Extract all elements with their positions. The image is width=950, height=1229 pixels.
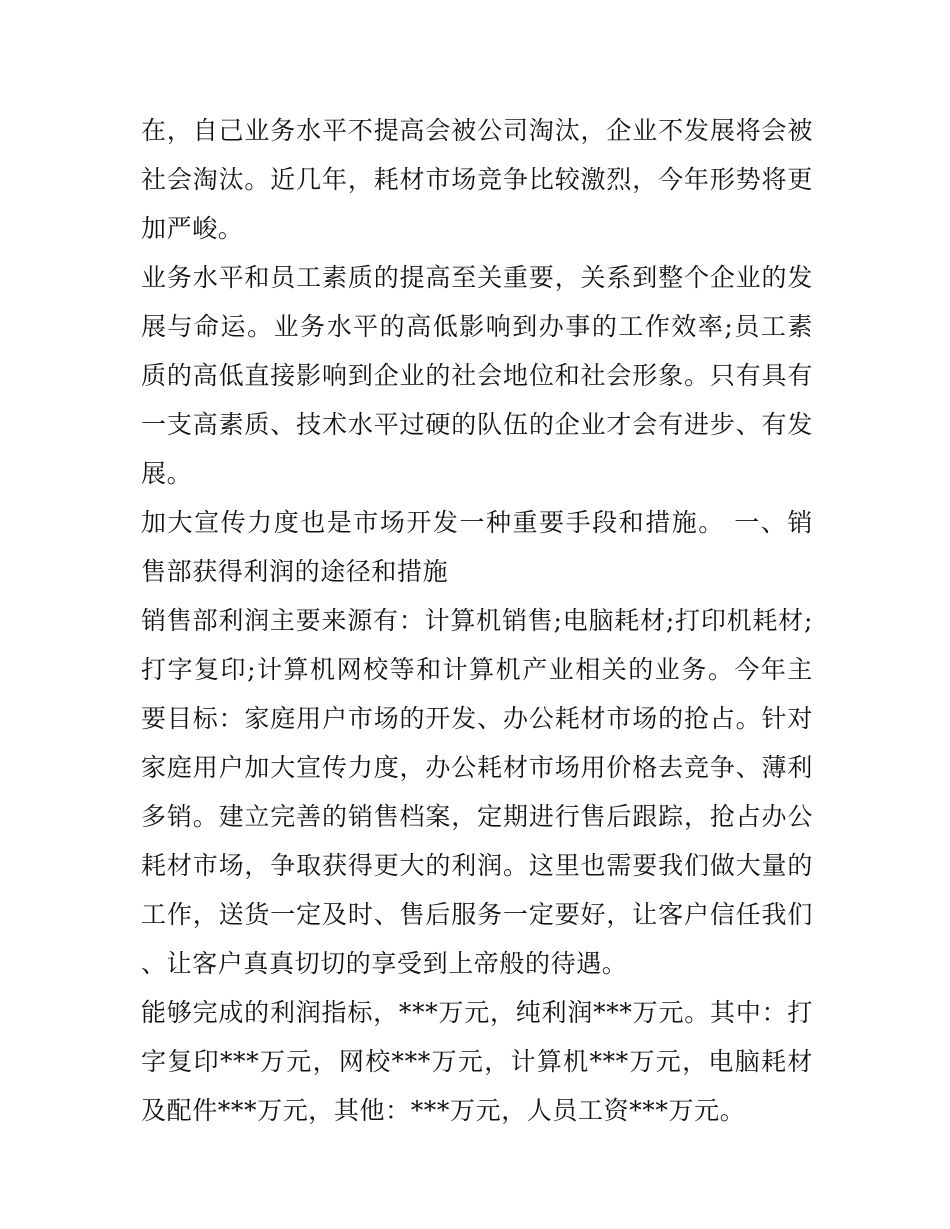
document-body: [141, 106, 813, 1135]
paragraph-4: 销售部利润主要来源有：计算机销售;电脑耗材;打印机耗材;打字复印;计算机网校等和计算机产业相关的业务。今年主要目标：家庭用户市场的开发、办公耗材市场的抢占。针对家庭用户加大宣传力度，办公耗材市场用价格去竞争、薄利多销。建立完善的销售档案，定期进行售后跟踪，抢占办公耗材市场，争取获得更大的利润。这里也需要我们做大量的工作，送货一定及时、售后服务一定要好，让客户信任我们、让客户真真切切的享受到上帝般的待遇。: [141, 606, 813, 978]
paragraph-5: 能够完成的利润指标，***万元，纯利润***万元。其中：打字复印***万元，网校***万元，计算机***万元，电脑耗材及配件***万元，其他：***万元，人员工资***万元。: [141, 998, 813, 1125]
paragraph-3: 加大宣传力度也是市场开发一种重要手段和措施。 一、销售部获得利润的途径和措施: [141, 508, 813, 586]
paragraph-2: 业务水平和员工素质的提高至关重要，关系到整个企业的发展与命运。业务水平的高低影响到办事的工作效率;员工素质的高低直接影响到企业的社会地位和社会形象。只有具有一支高素质、技术水平过硬的队伍的企业才会有进步、有发展。: [141, 263, 813, 488]
paragraph-1: 在，自己业务水平不提高会被公司淘汰，企业不发展将会被社会淘汰。近几年，耗材市场竞争比较激烈，今年形势将更加严峻。: [141, 116, 813, 243]
